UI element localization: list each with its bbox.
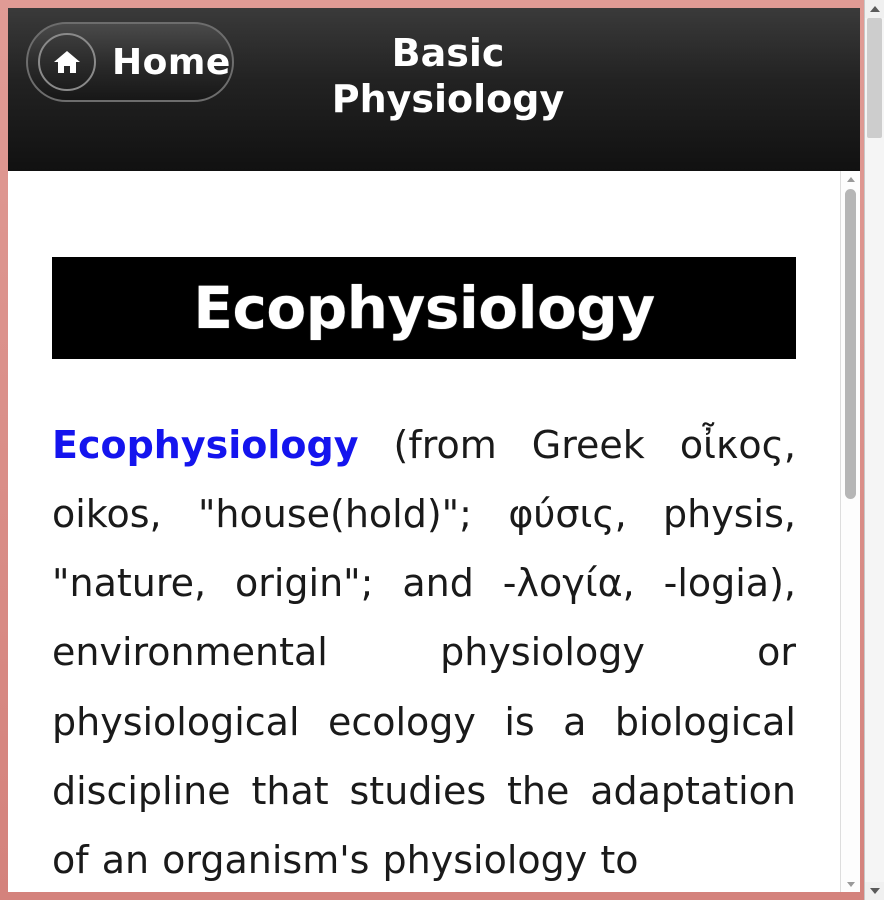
content-scroll-down-icon[interactable]: [841, 876, 860, 892]
window-scrollbar-thumb[interactable]: [867, 18, 882, 138]
content-scroll-up-icon[interactable]: [841, 171, 860, 187]
article-paragraph-text: (from Greek οἶκος, oikos, "house(hold)"; φύσις, physis, "nature, origin"; and -λογία, -logia), environmental physiology or physiological ecology is a biological discipline that studies the adaptation of an organism's physiology to: [52, 423, 796, 882]
home-icon: [38, 33, 96, 91]
content-scrollbar[interactable]: [840, 171, 860, 892]
page-title-line1: Basic: [391, 31, 505, 75]
app-header: [8, 8, 860, 171]
page-title-line2: Physiology: [331, 77, 565, 122]
article-paragraph: [52, 411, 796, 892]
home-button-label: Home: [112, 41, 231, 83]
content-scrollbar-thumb[interactable]: [845, 189, 856, 499]
home-button[interactable]: [26, 22, 234, 102]
app-content: [8, 8, 860, 892]
article-title-band: [52, 257, 796, 359]
window-scroll-down-button[interactable]: [865, 882, 884, 900]
ecophysiology-link[interactable]: Ecophysiology: [52, 423, 359, 467]
chevron-down-icon: [870, 888, 880, 894]
chevron-down-icon: [847, 882, 855, 887]
chevron-up-icon: [847, 177, 855, 182]
window-scrollbar[interactable]: [864, 0, 884, 900]
window-scrollbar-track[interactable]: [865, 18, 884, 882]
page-body: [8, 171, 860, 892]
article-title: Ecophysiology: [193, 274, 655, 342]
page-title: [248, 30, 648, 123]
article: [8, 171, 840, 892]
chevron-up-icon: [870, 6, 880, 12]
window-scroll-up-button[interactable]: [865, 0, 884, 18]
